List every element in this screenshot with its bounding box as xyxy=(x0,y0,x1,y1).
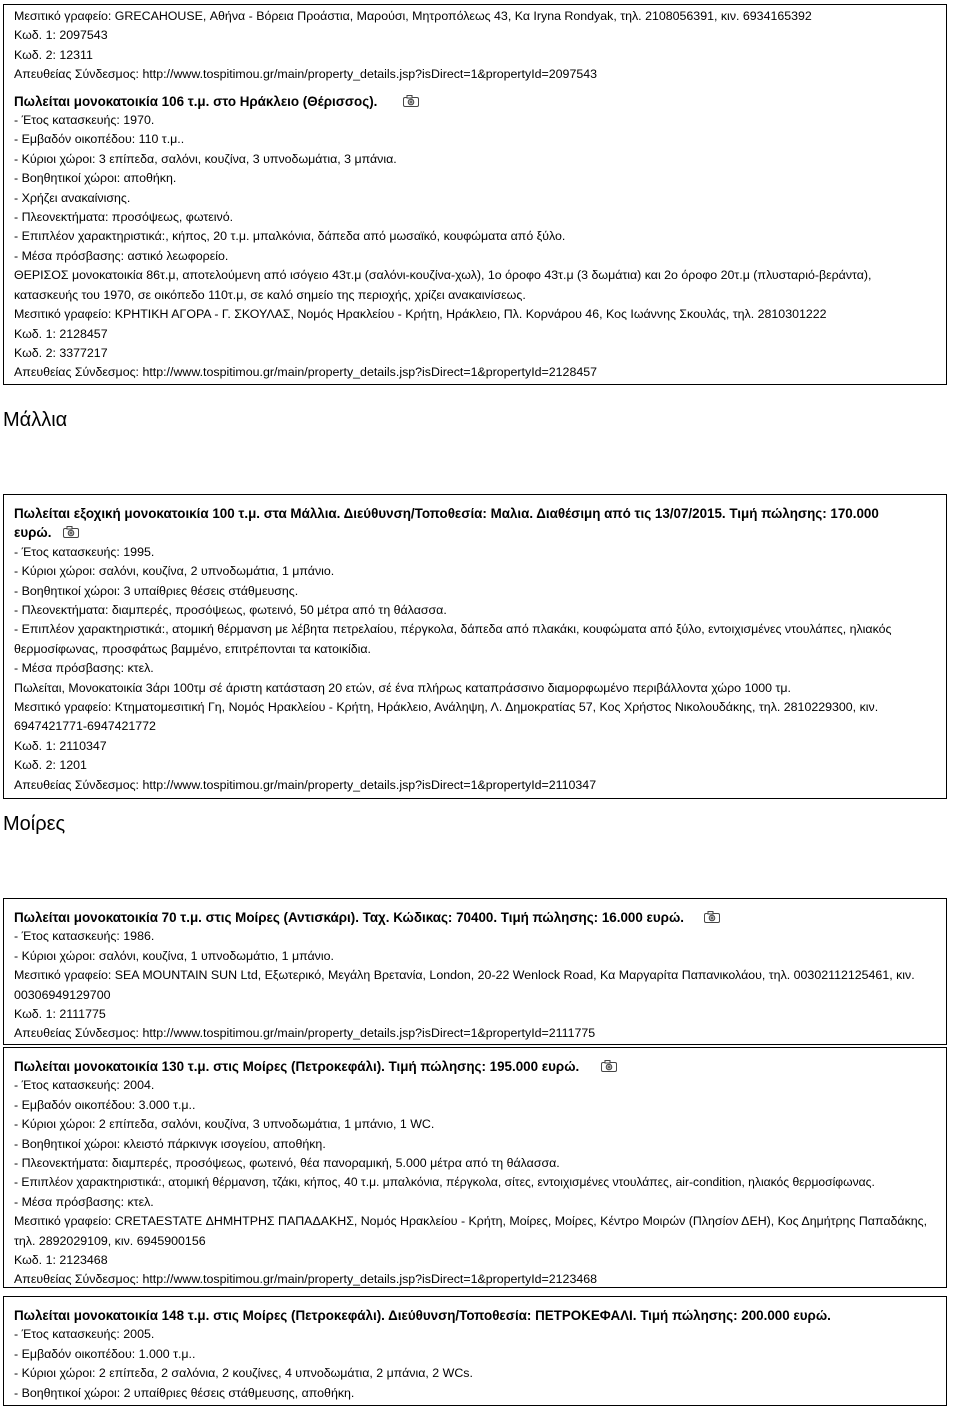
detail-line: - Κύριοι χώροι: 2 επίπεδα, 2 σαλόνια, 2 κουζίνες, 4 υπνοδωμάτια, 2 μπάνια, 2 WCs. xyxy=(14,1366,473,1381)
listing-card-petrokefali-130 xyxy=(3,1047,947,1288)
listing-title: Πωλείται εξοχική μονοκατοικία 100 τ.μ. στα Μάλλια. Διεύθυνση/Τοποθεσία: Μαλια. Διαθέσιμη από τις 13/07/2015. Τιμή πώλησης: 170.000 xyxy=(14,506,879,521)
detail-line: - Επιπλέον χαρακτηριστικά:, ατομική θέρμανση, τζάκι, κήπος, 40 τ.μ. μπαλκόνια, πέργκολα, σίτες, εντοιχισμένες ντουλάπες, air-condition, ηλιακός θερμοσίφωνας. xyxy=(14,1175,875,1190)
detail-line: - Επιπλέον χαρακτηριστικά:, κήπος, 20 τ.μ. μπαλκόνια, δάπεδα από μωσαϊκό, κουφώματα από ξύλο. xyxy=(14,229,566,244)
code-1: Κωδ. 1: 2111775 xyxy=(14,1007,106,1022)
detail-line: - Έτος κατασκευής: 1995. xyxy=(14,544,155,559)
code-2: Κωδ. 2: 3377217 xyxy=(14,345,108,360)
direct-link[interactable]: Απευθείας Σύνδεσμος: http://www.tospitimou.gr/main/property_details.jsp?isDirect=1&propertyId=2123468 xyxy=(14,1272,598,1287)
detail-line: - Εμβαδόν οικοπέδου: 3.000 τ.μ.. xyxy=(14,1097,196,1112)
agent-line: Μεσιτικό γραφείο: SEA MOUNTAIN SUN Ltd, Εξωτερικό, Μεγάλη Βρετανία, London, 20-22 Wenlock Road, Κα Μαργαρίτα Παπανικολάου, τηλ. 00302112125461, κιν. 00306949129700 xyxy=(14,968,915,1002)
listing-title: Πωλείται μονοκατοικία 148 τ.μ. στις Μοίρες (Πετροκεφάλι). Διεύθυνση/Τοποθεσία: ΠΕΤΡΟΚΕΦΑΛΙ. Τιμή πώλησης: 200.000 ευρώ. xyxy=(14,1308,831,1323)
detail-line: - Μέσα πρόσβασης: κτελ. xyxy=(14,1194,154,1209)
detail-line: - Κύριοι χώροι: σαλόνι, κουζίνα, 1 υπνοδωμάτιο, 1 μπάνιο. xyxy=(14,948,334,963)
listing-title xyxy=(14,92,936,111)
camera-icon[interactable] xyxy=(63,526,79,538)
listing-title-text: Πωλείται μονοκατοικία 130 τ.μ. στις Μοίρες (Πετροκεφάλι). Τιμή πώλησης: 195.000 ευρώ. xyxy=(14,1059,580,1074)
detail-line: - Βοηθητικοί χώροι: 3 υπαίθριες θέσεις στάθμευσης. xyxy=(14,583,299,598)
code-1: Κωδ. 1: 2123468 xyxy=(14,1253,108,1268)
detail-extra: - Επιπλέον χαρακτηριστικά:, ατομική θέρμανση με λέβητα πετρελαίου, πέργκολα, δάπεδα από πλακάκι, κουφώματα από ξύλο, εντοιχισμένες ντουλάπες, ηλιακός θερμοσίφωνας, προσφάτως βαμμένο, επιτρέπονται τα κατοικίδια. xyxy=(14,622,892,656)
listing-card-malia xyxy=(3,494,947,799)
detail-line: - Βοηθητικοί χώροι: 2 υπαίθριες θέσεις στάθμευσης, αποθήκη. xyxy=(14,1385,355,1400)
detail-line: - Πλεονεκτήματα: προσόψεως, φωτεινό. xyxy=(14,210,234,225)
code-1: Κωδ. 1: 2128457 xyxy=(14,326,108,341)
detail-line: - Μέσα πρόσβασης: κτελ. xyxy=(14,661,154,676)
listing-title-text: Πωλείται μονοκατοικία 106 τ.μ. στο Ηράκλειο (Θέρισσος). xyxy=(14,93,378,109)
detail-line: - Μέσα πρόσβασης: αστικό λεωφορείο. xyxy=(14,248,229,263)
detail-line: - Εμβαδόν οικοπέδου: 110 τ.μ.. xyxy=(14,132,185,147)
detail-line: - Βοηθητικοί χώροι: αποθήκη. xyxy=(14,171,177,186)
direct-link[interactable]: Απευθείας Σύνδεσμος: http://www.tospitimou.gr/main/property_details.jsp?isDirect=1&propertyId=2128457 xyxy=(14,365,598,380)
listing-card-antiskari xyxy=(3,898,947,1045)
agent-line: Μεσιτικό γραφείο: ΚΡΗΤΙΚΗ ΑΓΟΡΑ - Γ. ΣΚΟΥΛΑΣ, Νομός Ηρακλείου - Κρήτη, Ηράκλειο, Πλ. Κορνάρου 46, Κος Ιωάννης Σκουλάς, τηλ. 2810301222 xyxy=(14,307,827,322)
detail-line: - Πλεονεκτήματα: διαμπερές, προσόψεως, φωτεινό, 50 μέτρα από τη θάλασσα. xyxy=(14,603,447,618)
camera-icon[interactable] xyxy=(403,95,419,107)
listing-description: Πωλείται, Μονοκατοικία 3άρι 100τμ σέ άριστη κατάσταση 20 ετών, σέ ένα πλήρως καταπράσσινο διαμορφωμένο περιβάλλοντα χώρο 1000 τμ. xyxy=(14,680,791,695)
detail-line: - Πλεονεκτήματα: διαμπερές, προσόψεως, φωτεινό, θέα πανοραμική, 5.000 μέτρα από τη θάλασσα. xyxy=(14,1156,560,1171)
detail-line: - Κύριοι χώροι: 2 επίπεδα, σαλόνι, κουζίνα, 3 υπνοδωμάτια, 1 μπάνιο, 1 WC. xyxy=(14,1117,435,1132)
listing-card-petrokefali-148 xyxy=(3,1296,947,1406)
detail-line: - Εμβαδόν οικοπέδου: 1.000 τ.μ.. xyxy=(14,1346,196,1361)
detail-line: - Έτος κατασκευής: 1970. xyxy=(14,113,155,128)
detail-line: - Έτος κατασκευής: 2005. xyxy=(14,1327,155,1342)
direct-link[interactable]: Απευθείας Σύνδεσμος: http://www.tospitimou.gr/main/property_details.jsp?isDirect=1&propertyId=2097543 xyxy=(14,67,598,82)
detail-line: - Κύριοι χώροι: σαλόνι, κουζίνα, 2 υπνοδωμάτια, 1 μπάνιο. xyxy=(14,564,335,579)
listing-description: ΘΕΡΙΣΟΣ μονοκατοικία 86τ.μ, αποτελούμενη από ισόγειο 43τ.μ (σαλόνι-κουζίνα-χωλ), 1ο όροφο 43τ.μ (3 δωμάτια) και 2ο όροφο 20τ.μ (πλυσταριό-βεράντα), κατασκευής του 1970, σε οικόπεδο 110τ.μ, σε καλό σημείο της περιοχής, χρίζει ανακαινίσεως. xyxy=(14,268,872,302)
agent-line: Μεσιτικό γραφείο: CRETAESTATE ΔΗΜΗΤΡΗΣ ΠΑΠΑΔΑΚΗΣ, Νομός Ηρακλείου - Κρήτη, Μοίρες, Μοίρες, Κέντρο Μοιρών (Πλησίον ΔΕΗ), Κος Δημήτρης Παπαδάκης, τηλ. 2892029109, κιν. 6945900156 xyxy=(14,1214,928,1248)
code-1: Κωδ. 1: 2110347 xyxy=(14,738,107,753)
camera-icon[interactable] xyxy=(601,1060,617,1072)
section-heading-moires: Μοίρες xyxy=(3,813,66,835)
detail-line: - Κύριοι χώροι: 3 επίπεδα, σαλόνι, κουζίνα, 3 υπνοδωμάτια, 3 μπάνια. xyxy=(14,151,397,166)
listing-title xyxy=(14,1057,936,1076)
listing-card-therissos xyxy=(3,4,947,385)
code-1: Κωδ. 1: 2097543 xyxy=(14,28,108,43)
detail-line: - Έτος κατασκευής: 2004. xyxy=(14,1078,155,1093)
code-2: Κωδ. 2: 12311 xyxy=(14,47,93,62)
listing-title-text: Πωλείται μονοκατοικία 70 τ.μ. στις Μοίρες (Αντισκάρι). Ταχ. Κώδικας: 70400. Τιμή πώλησης: 16.000 ευρώ. xyxy=(14,910,684,925)
detail-line: - Χρήζει ανακαίνισης. xyxy=(14,190,131,205)
direct-link[interactable]: Απευθείας Σύνδεσμος: http://www.tospitimou.gr/main/property_details.jsp?isDirect=1&propertyId=2110347 xyxy=(14,777,597,792)
detail-line: - Βοηθητικοί χώροι: κλειστό πάρκινγκ ισογείου, αποθήκη. xyxy=(14,1136,326,1151)
listing-title-cont xyxy=(14,523,936,542)
listing-title xyxy=(14,908,936,927)
direct-link[interactable]: Απευθείας Σύνδεσμος: http://www.tospitimou.gr/main/property_details.jsp?isDirect=1&propertyId=2111775 xyxy=(14,1026,596,1041)
detail-line: - Έτος κατασκευής: 1986. xyxy=(14,929,155,944)
listing-title-text: ευρώ. xyxy=(14,525,52,541)
agent-line: Μεσιτικό γραφείο: GRECAHOUSE, Αθήνα - Βόρεια Προάστια, Μαρούσι, Μητροπόλεως 43, Κα Iryna Rondyak, τηλ. 2108056391, κιν. 6934165392 xyxy=(14,9,812,23)
code-2: Κωδ. 2: 1201 xyxy=(14,758,87,773)
agent-line: Μεσιτικό γραφείο: Κτηματομεσιτική Γη, Νομός Ηρακλείου - Κρήτη, Ηράκλειο, Ανάληψη, Λ. Δημοκρατίας 57, Κος Χρήστος Νικολουδάκης, τηλ. 2810229300, κιν. 6947421771-6947421772 xyxy=(14,700,879,734)
section-heading-malia: Μάλλια xyxy=(3,409,68,431)
camera-icon[interactable] xyxy=(704,911,720,923)
